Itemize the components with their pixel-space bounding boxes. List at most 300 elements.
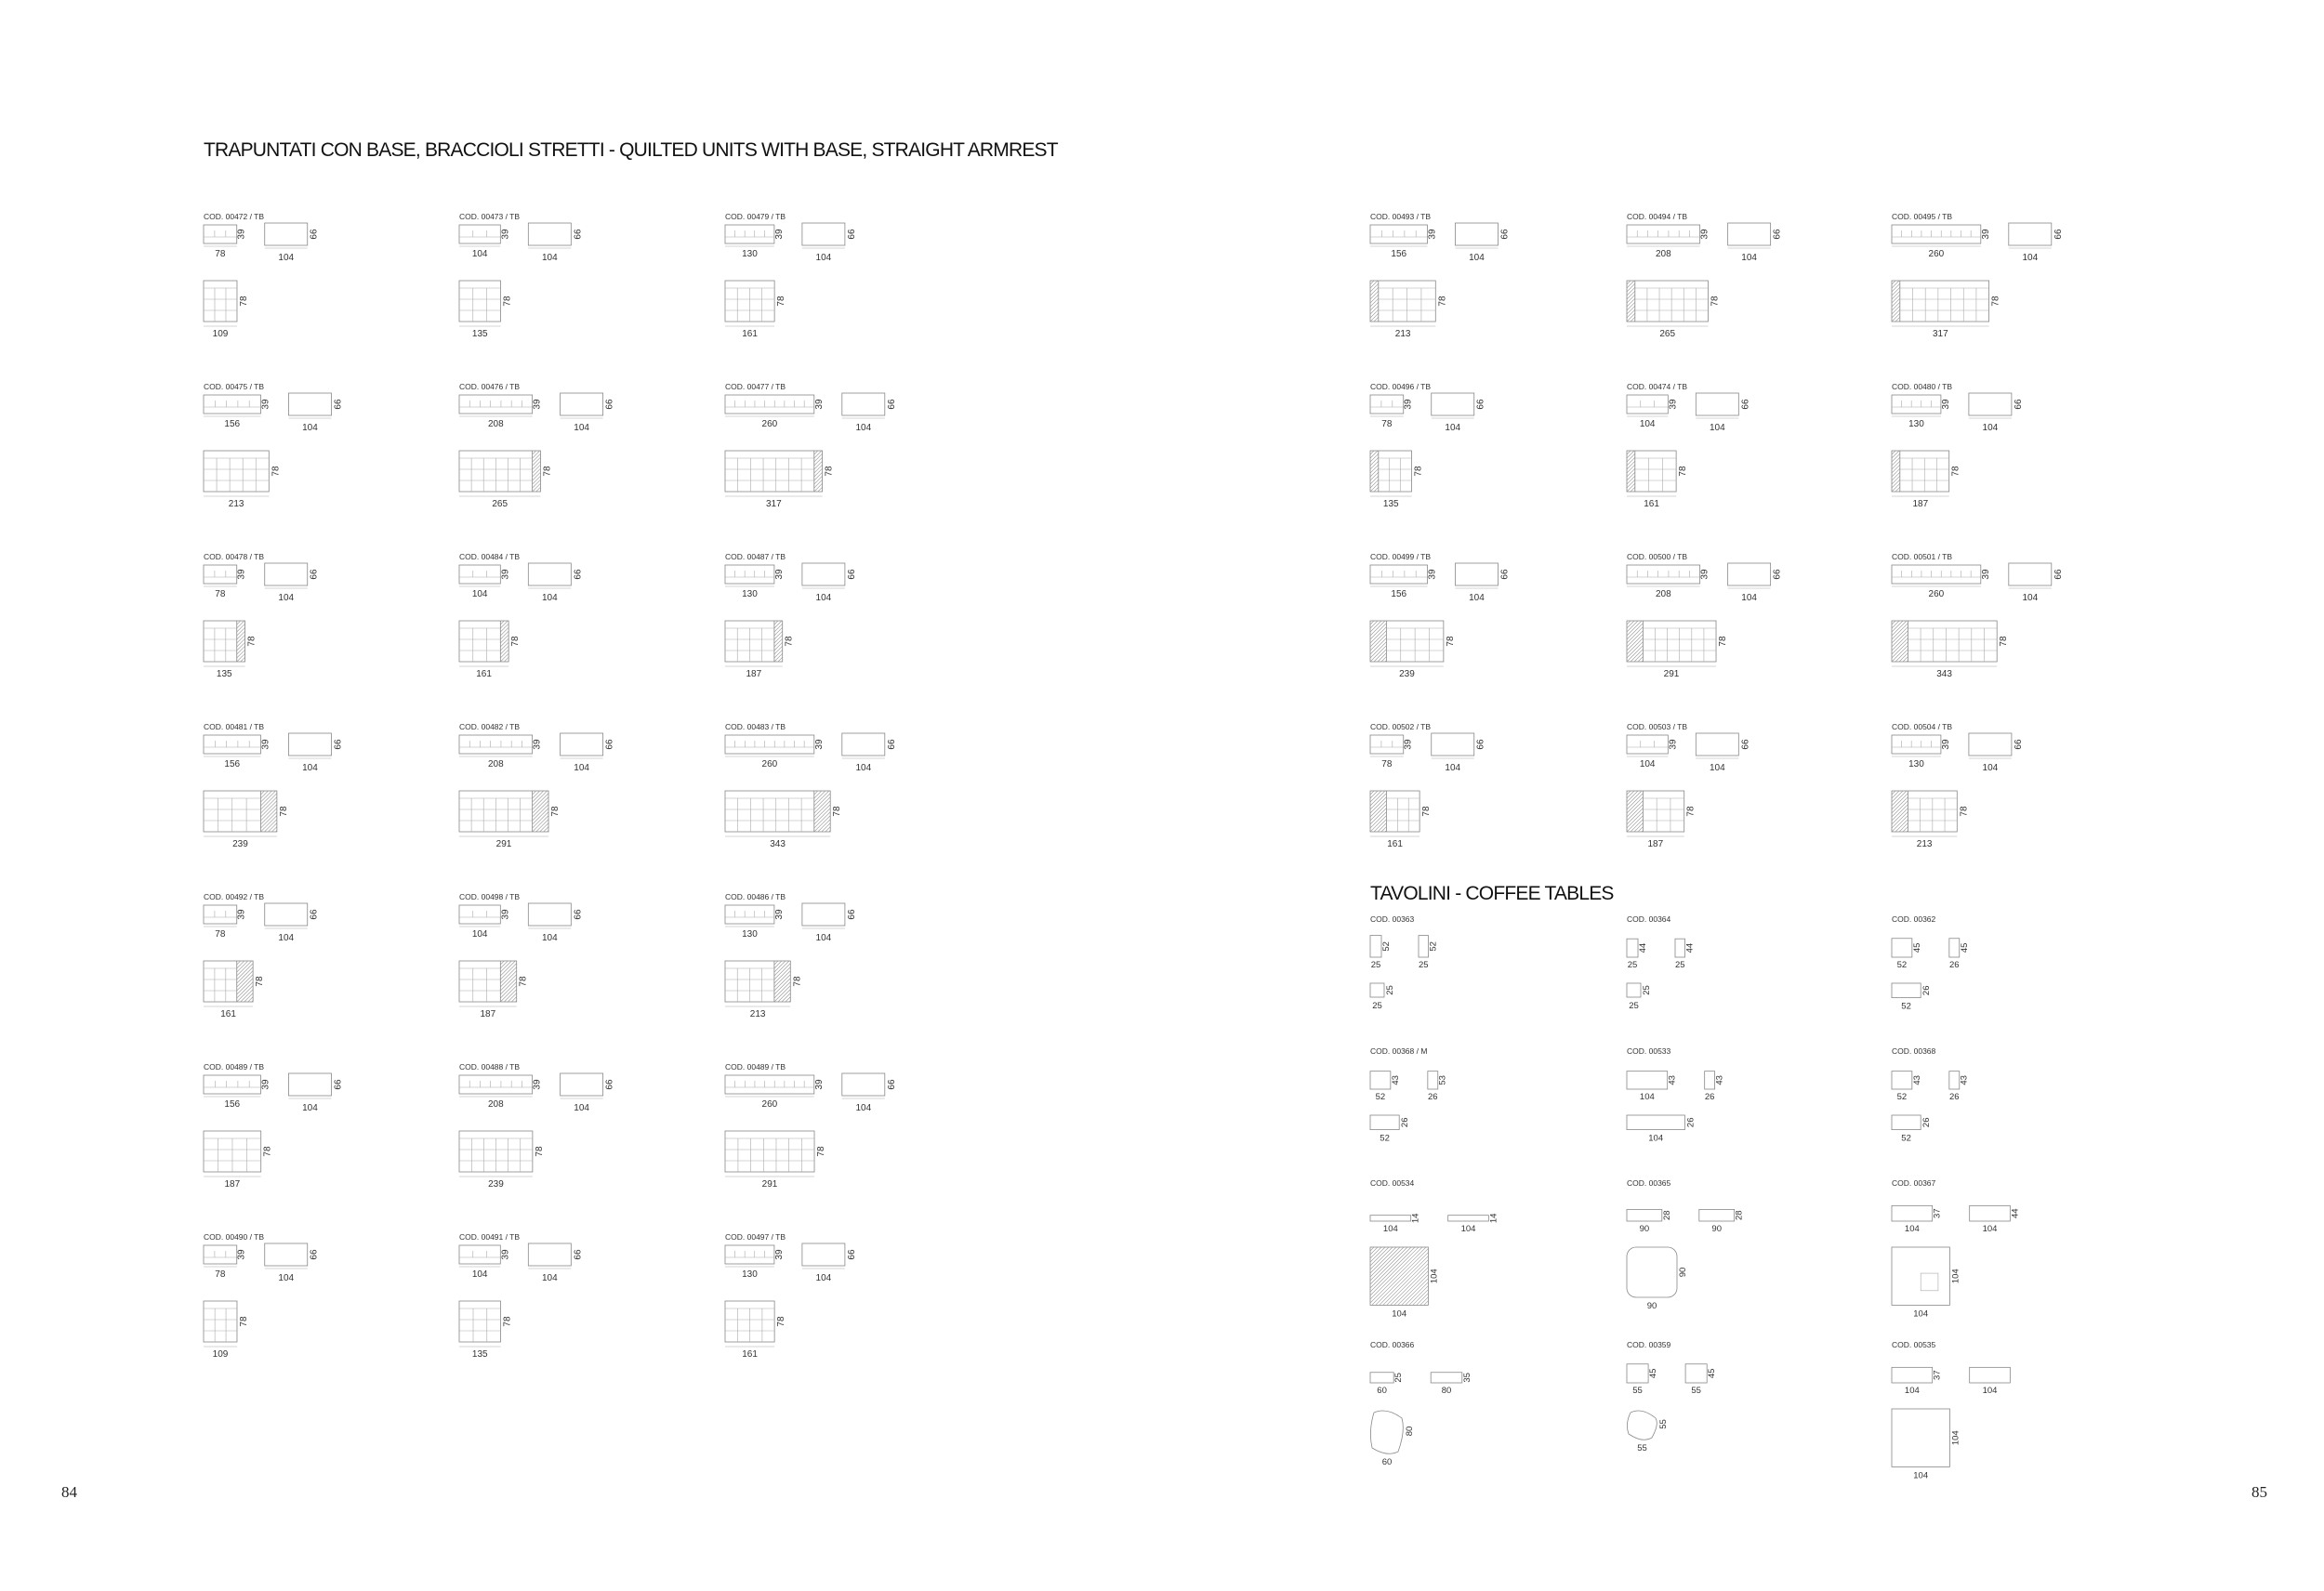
front-height: 39 xyxy=(500,909,511,920)
side-width: 26 xyxy=(1428,1092,1438,1102)
plan-width: 317 xyxy=(765,499,782,509)
plan-width: 60 xyxy=(1381,1457,1393,1467)
side-width: 26 xyxy=(1949,960,1960,970)
side-view xyxy=(288,1073,331,1096)
plan-width: 109 xyxy=(212,329,229,339)
side-width: 25 xyxy=(1418,960,1429,970)
table-plan xyxy=(1370,1115,1399,1130)
front-view xyxy=(725,225,774,243)
table-front-view xyxy=(1627,1072,1668,1089)
plan-width: 161 xyxy=(742,1349,758,1360)
side-height: 45 xyxy=(1959,942,1970,953)
plan-width: 291 xyxy=(1663,669,1680,679)
front-view xyxy=(725,395,814,414)
side-view xyxy=(528,563,571,585)
front-height: 39 xyxy=(1940,739,1951,750)
front-height: 39 xyxy=(1668,399,1679,410)
plan-depth: 78 xyxy=(816,1146,827,1157)
armrest-hatch xyxy=(774,961,790,1002)
front-height: 39 xyxy=(260,739,271,750)
front-view xyxy=(459,1245,500,1264)
unit-code: COD. 00492 / TB xyxy=(204,892,265,901)
unit-code: COD. 00494 / TB xyxy=(1627,212,1688,221)
table-drawing xyxy=(1370,914,1575,1045)
armrest-hatch xyxy=(533,451,541,492)
plan-width: 104 xyxy=(1913,1308,1929,1320)
side-height: 66 xyxy=(846,909,857,920)
table-plan xyxy=(1627,983,1641,997)
unit-code: COD. 00477 / TB xyxy=(725,382,786,391)
front-height: 39 xyxy=(1980,569,1991,580)
side-width: 104 xyxy=(541,253,558,263)
table-plan xyxy=(1892,1409,1949,1466)
plan-view xyxy=(725,791,830,832)
side-width: 55 xyxy=(1691,1386,1701,1396)
front-width: 260 xyxy=(761,419,778,429)
side-width: 104 xyxy=(574,423,589,433)
plan-width: 135 xyxy=(471,1349,488,1360)
plan-width: 104 xyxy=(1392,1308,1407,1320)
side-height: 66 xyxy=(573,1249,584,1260)
side-width: 104 xyxy=(278,1273,295,1283)
plan-depth: 104 xyxy=(1950,1430,1961,1446)
front-view xyxy=(725,1245,774,1264)
unit-code: COD. 00481 / TB xyxy=(204,722,265,731)
side-width: 104 xyxy=(278,253,295,263)
side-width: 104 xyxy=(855,1103,872,1113)
armrest-hatch xyxy=(1627,451,1635,492)
plan-view xyxy=(725,451,823,492)
table-side-view xyxy=(1949,939,1960,957)
armrest-hatch xyxy=(774,621,783,662)
side-view xyxy=(1432,733,1474,756)
front-height: 39 xyxy=(236,909,247,920)
plan-view xyxy=(1370,281,1435,322)
table-side-view xyxy=(1675,939,1685,957)
unit-code: COD. 00496 / TB xyxy=(1370,382,1432,391)
side-height: 44 xyxy=(1684,942,1696,953)
front-width: 25 xyxy=(1627,960,1638,970)
side-width: 104 xyxy=(1445,763,1461,773)
front-view xyxy=(204,1075,260,1094)
side-height: 66 xyxy=(1772,569,1783,580)
unit-code: COD. 00489 / TB xyxy=(204,1062,265,1072)
plan-depth: 78 xyxy=(542,466,553,477)
plan-depth: 78 xyxy=(550,806,561,817)
front-height: 39 xyxy=(1668,739,1679,750)
side-width: 104 xyxy=(1982,423,1999,433)
front-width: 156 xyxy=(224,1099,241,1110)
side-height: 35 xyxy=(1461,1373,1472,1383)
side-height: 66 xyxy=(2013,739,2024,750)
front-width: 104 xyxy=(1639,759,1656,769)
armrest-hatch xyxy=(1892,281,1900,322)
side-width: 104 xyxy=(1741,593,1757,603)
armrest-hatch xyxy=(1627,791,1643,832)
front-height: 28 xyxy=(1661,1210,1672,1220)
armrest-hatch xyxy=(237,621,245,662)
front-view xyxy=(459,565,500,584)
table-plan xyxy=(1370,983,1384,997)
side-width: 104 xyxy=(541,593,558,603)
table-drawing xyxy=(1892,914,2096,1045)
front-view xyxy=(725,565,774,584)
table-front-view xyxy=(1370,1216,1411,1221)
plan-width: 52 xyxy=(1901,1133,1911,1144)
plan-view xyxy=(1627,451,1676,492)
table-plan xyxy=(1627,1247,1677,1297)
page-number-left: 84 xyxy=(61,1483,77,1501)
side-height: 66 xyxy=(846,569,857,580)
table-code: COD. 00359 xyxy=(1627,1340,1671,1349)
plan-depth: 78 xyxy=(784,636,795,647)
side-width: 90 xyxy=(1711,1224,1722,1234)
unit-code: COD. 00503 / TB xyxy=(1627,722,1688,731)
front-height: 45 xyxy=(1648,1368,1659,1379)
table-front-view xyxy=(1627,939,1638,957)
front-width: 260 xyxy=(1928,589,1945,599)
unit-code: COD. 00500 / TB xyxy=(1627,552,1688,561)
front-height: 39 xyxy=(532,1079,543,1090)
plan-view xyxy=(1370,791,1419,832)
table-drawing xyxy=(1627,914,1831,1045)
armrest-hatch xyxy=(1627,621,1643,662)
table-side-view xyxy=(1419,936,1429,957)
side-height: 66 xyxy=(2053,569,2064,580)
table-front-view xyxy=(1627,1209,1662,1221)
table-side-view xyxy=(1685,1364,1707,1383)
front-width: 208 xyxy=(487,1099,504,1110)
side-view xyxy=(288,393,331,415)
unit-code: COD. 00486 / TB xyxy=(725,892,786,901)
table-side-view xyxy=(1699,1209,1735,1221)
side-height: 66 xyxy=(1499,229,1511,240)
side-width: 104 xyxy=(1460,1224,1476,1234)
table-drawing xyxy=(1627,1046,1831,1177)
plan-width: 239 xyxy=(488,1179,504,1190)
plan-depth: 104 xyxy=(1429,1269,1440,1284)
plan-view xyxy=(204,281,237,322)
armrest-hatch xyxy=(533,791,548,832)
front-height: 39 xyxy=(260,1079,271,1090)
front-width: 104 xyxy=(1382,1224,1398,1234)
plan-width: 90 xyxy=(1646,1301,1657,1311)
plan-width: 213 xyxy=(1394,329,1411,339)
plan-view xyxy=(1892,281,1989,322)
plan-width: 213 xyxy=(749,1009,766,1019)
plan-depth: 78 xyxy=(1999,636,2010,647)
table-drawing xyxy=(1892,1046,2096,1177)
side-height: 66 xyxy=(886,399,897,410)
table-code: COD. 00534 xyxy=(1370,1178,1415,1188)
side-height: 28 xyxy=(1734,1210,1745,1220)
plan-width: 55 xyxy=(1637,1443,1647,1453)
front-width: 156 xyxy=(224,419,241,429)
side-height: 66 xyxy=(1475,399,1486,410)
plan-depth: 78 xyxy=(776,1316,787,1327)
side-height: 52 xyxy=(1428,941,1439,952)
unit-code: COD. 00504 / TB xyxy=(1892,722,1953,731)
side-height: 43 xyxy=(1959,1075,1970,1085)
side-height: 66 xyxy=(1740,739,1751,750)
plan-depth: 78 xyxy=(238,1316,249,1327)
armrest-hatch xyxy=(814,791,830,832)
table-drawing xyxy=(1370,1178,1575,1320)
front-width: 78 xyxy=(1381,419,1393,429)
plan-width: 187 xyxy=(746,669,762,679)
plan-depth: 26 xyxy=(1921,985,1933,996)
front-height: 39 xyxy=(1940,399,1951,410)
table-plan xyxy=(1370,1411,1403,1453)
side-width: 104 xyxy=(302,763,318,773)
plan-width: 161 xyxy=(1387,839,1403,849)
side-width: 104 xyxy=(278,933,295,943)
side-width: 104 xyxy=(1709,763,1725,773)
plan-width: 52 xyxy=(1901,1001,1911,1012)
front-width: 90 xyxy=(1639,1224,1650,1234)
plan-width: 109 xyxy=(212,1349,229,1360)
side-width: 104 xyxy=(1445,423,1461,433)
table-side-view xyxy=(1970,1367,2011,1383)
plan-depth: 25 xyxy=(1642,985,1652,995)
side-width: 26 xyxy=(1704,1092,1715,1102)
unit-code: COD. 00490 / TB xyxy=(204,1232,265,1242)
unit-code: COD. 00498 / TB xyxy=(459,892,521,901)
unit-drawing xyxy=(725,552,1097,701)
front-height: 39 xyxy=(1699,569,1710,580)
table-plan xyxy=(1892,983,1921,998)
side-view xyxy=(1728,563,1771,585)
armrest-hatch xyxy=(237,961,253,1002)
plan-width: 317 xyxy=(1932,329,1948,339)
side-width: 26 xyxy=(1949,1092,1960,1102)
front-width: 130 xyxy=(1908,419,1924,429)
unit-code: COD. 00487 / TB xyxy=(725,552,786,561)
page-number-right: 85 xyxy=(2251,1483,2267,1501)
table-front-view xyxy=(1370,936,1381,957)
side-view xyxy=(1696,393,1738,415)
side-width: 104 xyxy=(302,423,318,433)
side-height: 66 xyxy=(309,229,320,240)
front-width: 130 xyxy=(742,929,758,940)
plan-depth: 78 xyxy=(792,976,803,987)
plan-width: 265 xyxy=(1659,329,1676,339)
front-width: 130 xyxy=(742,589,758,599)
side-height: 66 xyxy=(1740,399,1751,410)
side-width: 104 xyxy=(574,763,589,773)
front-height: 39 xyxy=(236,569,247,580)
front-width: 104 xyxy=(1904,1224,1920,1234)
plan-view xyxy=(1370,621,1444,662)
side-width: 104 xyxy=(2022,253,2039,263)
front-width: 78 xyxy=(215,1269,226,1280)
plan-depth: 78 xyxy=(832,806,843,817)
table-side-view xyxy=(1970,1205,2011,1221)
plan-depth: 78 xyxy=(1685,806,1697,817)
front-width: 52 xyxy=(1896,1092,1908,1102)
front-height: 39 xyxy=(1427,229,1438,240)
side-view xyxy=(528,223,571,245)
unit-code: COD. 00483 / TB xyxy=(725,722,786,731)
side-view xyxy=(802,1243,845,1266)
plan-depth: 55 xyxy=(1658,1419,1669,1429)
unit-code: COD. 00479 / TB xyxy=(725,212,786,221)
front-view xyxy=(1627,225,1700,243)
side-view xyxy=(802,903,845,926)
plan-width: 239 xyxy=(232,839,248,849)
front-width: 260 xyxy=(761,759,778,769)
plan-depth: 26 xyxy=(1685,1117,1697,1128)
side-view xyxy=(1969,733,2012,756)
plan-depth: 78 xyxy=(278,806,289,817)
table-side-view xyxy=(1949,1072,1960,1089)
plan-view xyxy=(204,451,269,492)
front-view xyxy=(1892,735,1941,754)
side-view xyxy=(2009,223,2052,245)
front-view xyxy=(204,395,260,414)
unit-drawing xyxy=(725,892,1097,1041)
table-side-view xyxy=(1448,1216,1489,1221)
plan-view xyxy=(459,621,508,662)
unit-drawing xyxy=(1892,382,2264,531)
table-plan xyxy=(1892,1115,1921,1130)
front-view xyxy=(1627,565,1700,584)
plan-view xyxy=(1892,451,1949,492)
front-width: 25 xyxy=(1370,960,1381,970)
armrest-hatch xyxy=(1370,451,1379,492)
front-width: 156 xyxy=(1391,249,1407,259)
side-width: 104 xyxy=(541,933,558,943)
unit-code: COD. 00502 / TB xyxy=(1370,722,1432,731)
coffee-section-title: TAVOLINI - COFFEE TABLES xyxy=(1370,883,1614,904)
front-width: 208 xyxy=(1655,249,1671,259)
front-width: 104 xyxy=(1639,419,1656,429)
side-width: 104 xyxy=(1982,763,1999,773)
plan-width: 52 xyxy=(1380,1133,1390,1144)
front-view xyxy=(459,1075,533,1094)
side-width: 104 xyxy=(855,423,872,433)
side-width: 104 xyxy=(574,1103,589,1113)
plan-width: 187 xyxy=(224,1179,241,1190)
plan-depth: 78 xyxy=(1437,296,1448,307)
front-height: 39 xyxy=(260,399,271,410)
front-view xyxy=(725,735,814,754)
unit-drawing xyxy=(725,722,1097,871)
side-height: 66 xyxy=(1772,229,1783,240)
armrest-hatch xyxy=(1370,791,1386,832)
table-code: COD. 00368 xyxy=(1892,1046,1936,1056)
plan-width: 161 xyxy=(742,329,758,339)
plan-view xyxy=(459,1301,501,1342)
side-view xyxy=(842,393,885,415)
unit-code: COD. 00478 / TB xyxy=(204,552,265,561)
side-height: 66 xyxy=(2053,229,2064,240)
unit-drawing xyxy=(725,212,1097,361)
side-width: 104 xyxy=(1982,1224,1998,1234)
side-view xyxy=(1728,223,1771,245)
side-height: 66 xyxy=(333,399,344,410)
side-width: 104 xyxy=(302,1103,318,1113)
side-view xyxy=(265,223,308,245)
unit-drawing xyxy=(1892,722,2264,871)
front-view xyxy=(1370,735,1404,754)
side-height: 66 xyxy=(1499,569,1511,580)
table-code: COD. 00364 xyxy=(1627,914,1671,924)
front-height: 39 xyxy=(1980,229,1991,240)
unit-drawing xyxy=(725,382,1097,531)
side-height: 66 xyxy=(846,1249,857,1260)
plan-width: 239 xyxy=(1399,669,1415,679)
plan-depth: 78 xyxy=(502,296,513,307)
plan-width: 343 xyxy=(1936,669,1952,679)
side-height: 14 xyxy=(1488,1213,1499,1224)
side-width: 104 xyxy=(1709,423,1725,433)
front-view xyxy=(459,225,500,243)
front-width: 156 xyxy=(1391,589,1407,599)
unit-code: COD. 00489 / TB xyxy=(725,1062,786,1072)
side-width: 104 xyxy=(278,593,295,603)
side-view xyxy=(528,1243,571,1266)
plan-depth: 78 xyxy=(1421,806,1433,817)
plan-depth: 90 xyxy=(1678,1267,1688,1278)
side-view xyxy=(265,1243,308,1266)
front-height: 39 xyxy=(1403,739,1414,750)
plan-depth: 78 xyxy=(1990,296,2001,307)
front-height: 39 xyxy=(236,229,247,240)
front-width: 260 xyxy=(761,1099,778,1110)
side-width: 104 xyxy=(815,593,832,603)
plan-width: 213 xyxy=(228,499,244,509)
side-height: 44 xyxy=(2010,1208,2021,1218)
plan-width: 161 xyxy=(220,1009,236,1019)
unit-drawing xyxy=(1892,552,2264,701)
plan-width: 161 xyxy=(1644,499,1659,509)
side-width: 104 xyxy=(541,1273,558,1283)
front-view xyxy=(204,225,237,243)
plan-depth: 78 xyxy=(1445,636,1456,647)
table-plan xyxy=(1627,1411,1657,1440)
table-front-view xyxy=(1627,1364,1648,1383)
plan-view xyxy=(459,281,501,322)
plan-depth: 78 xyxy=(518,976,529,987)
front-height: 44 xyxy=(1638,942,1648,953)
front-view xyxy=(1370,225,1427,243)
front-view xyxy=(1627,395,1668,414)
front-height: 39 xyxy=(532,739,543,750)
side-width: 104 xyxy=(1741,253,1757,263)
side-view xyxy=(561,1073,603,1096)
table-side-view xyxy=(1431,1373,1462,1383)
plan-depth: 78 xyxy=(1710,296,1721,307)
front-width: 130 xyxy=(1908,759,1924,769)
plan-depth: 78 xyxy=(1678,466,1689,477)
front-width: 104 xyxy=(471,929,488,940)
plan-depth: 78 xyxy=(776,296,787,307)
side-height: 66 xyxy=(573,229,584,240)
plan-depth: 78 xyxy=(1718,636,1729,647)
table-front-view xyxy=(1892,1072,1912,1089)
front-height: 39 xyxy=(236,1249,247,1260)
table-front-view xyxy=(1370,1373,1393,1383)
unit-code: COD. 00473 / TB xyxy=(459,212,521,221)
front-width: 208 xyxy=(1655,589,1671,599)
side-height: 66 xyxy=(604,399,615,410)
front-height: 39 xyxy=(773,569,785,580)
unit-drawing xyxy=(1892,212,2264,361)
front-height: 14 xyxy=(1410,1213,1421,1224)
table-code: COD. 00535 xyxy=(1892,1340,1936,1349)
side-view xyxy=(561,733,603,756)
